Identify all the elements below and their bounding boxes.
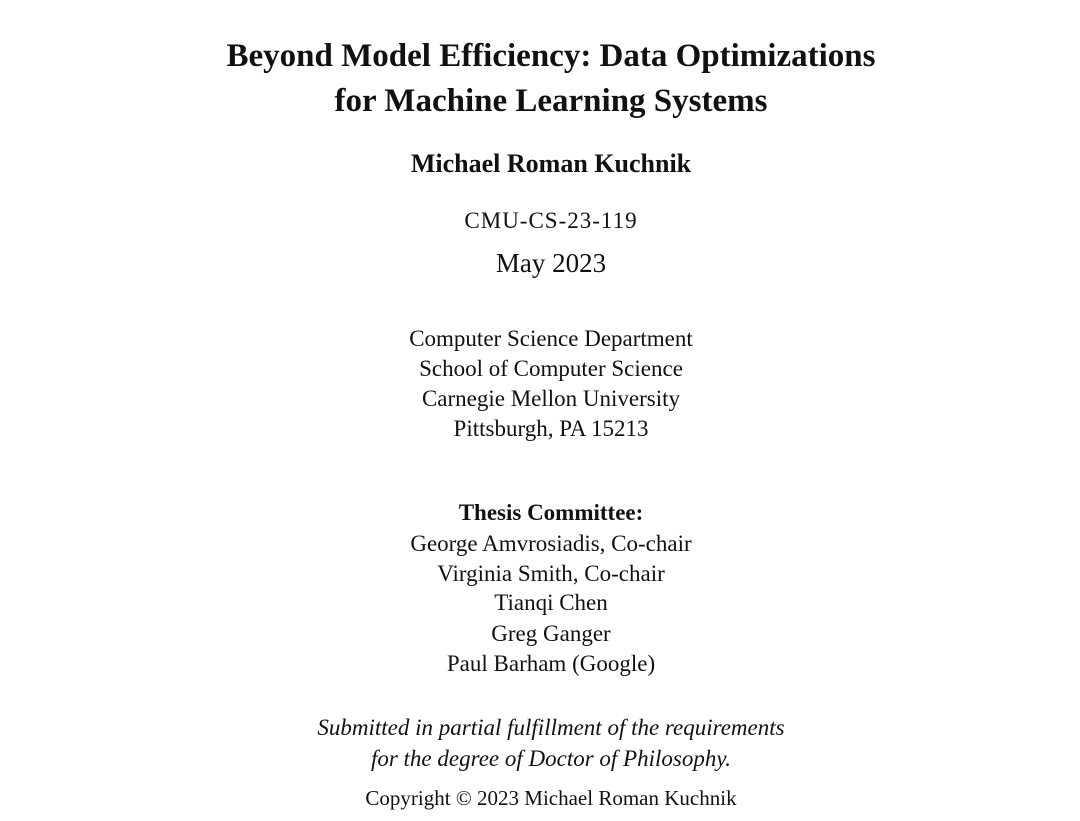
committee-member: Tianqi Chen — [494, 590, 608, 615]
affiliation-department: Computer Science Department — [409, 326, 693, 351]
submission-statement-line-2: for the degree of Doctor of Philosophy. — [370, 746, 732, 771]
affiliation-school: School of Computer Science — [419, 356, 683, 381]
copyright-notice: Copyright © 2023 Michael Roman Kuchnik — [365, 786, 737, 810]
submission-statement-line-1: Submitted in partial fulfillment of the requirements — [317, 715, 785, 740]
publication-date: May 2023 — [495, 248, 607, 278]
report-number: CMU-CS-23-119 — [464, 208, 638, 233]
committee-member: Virginia Smith, Co-chair — [437, 561, 665, 586]
title-line-2: for Machine Learning Systems — [334, 83, 768, 119]
title-line-1: Beyond Model Efficiency: Data Optimizations — [226, 38, 876, 74]
committee-member: Paul Barham (Google) — [446, 651, 656, 676]
affiliation-address: Pittsburgh, PA 15213 — [453, 416, 649, 441]
committee-member: Greg Ganger — [491, 621, 611, 646]
committee-member: George Amvrosiadis, Co-chair — [410, 531, 692, 556]
author-name: Michael Roman Kuchnik — [410, 149, 692, 178]
affiliation-university: Carnegie Mellon University — [421, 386, 681, 411]
committee-heading: Thesis Committee: — [458, 500, 644, 525]
